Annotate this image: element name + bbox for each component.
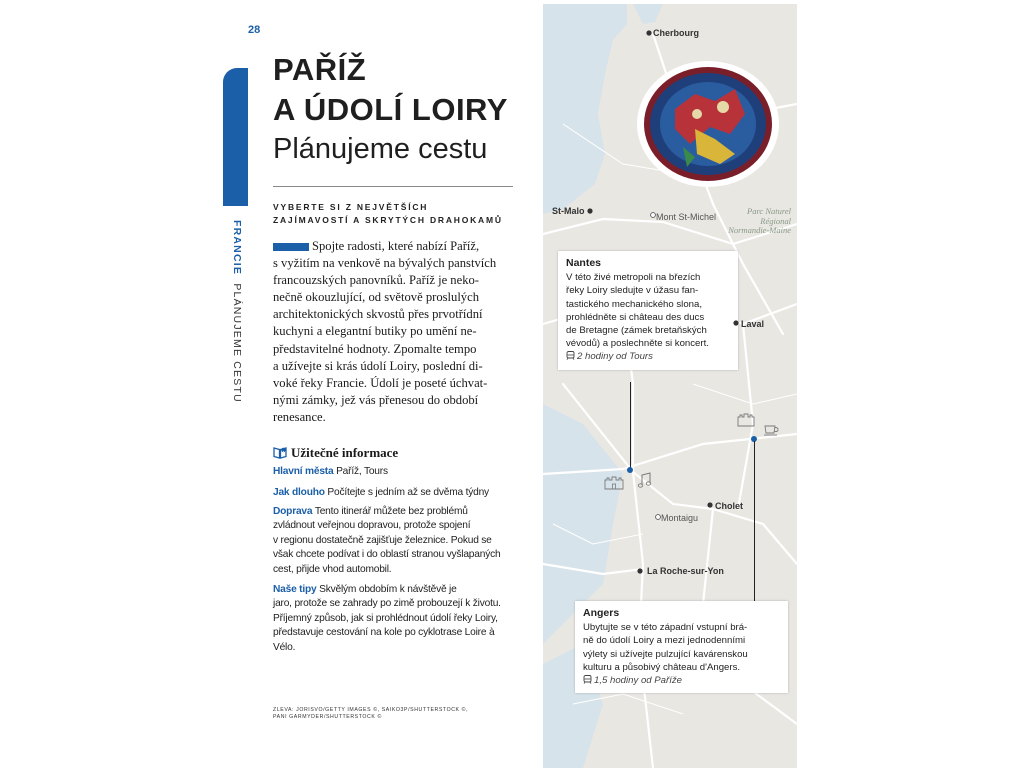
- intro-line: a užívejte si krás údolí Loiry, poslední di-: [273, 358, 483, 373]
- park-line: Parc Naturel: [747, 206, 791, 216]
- angers-card-line: výlety si užívejte pulzující kavárenskou: [583, 648, 748, 660]
- info-text: cest, přijde vhod automobil.: [273, 563, 392, 575]
- side-section: PLÁNUJEME CESTU: [231, 283, 243, 403]
- angers-travel-time: [583, 674, 780, 687]
- city-la-roche-sur-yon: La Roche-sur-Yon: [647, 566, 724, 576]
- music-icon: [637, 471, 653, 489]
- intro-line: renesance.: [273, 409, 326, 424]
- info-text: Skvělým obdobím k návštěvě je: [316, 584, 457, 595]
- cholet-dot: [707, 502, 713, 508]
- train-icon: [583, 675, 592, 684]
- kicker-line: VYBERTE SI Z NEJVĚTŠÍCH: [273, 202, 429, 212]
- nantes-card-line: V této živé metropoli na březích: [566, 272, 701, 284]
- nantes-card: [558, 251, 738, 370]
- page-title-line1: PAŘÍŽ: [273, 52, 367, 87]
- laval-dot: [733, 320, 739, 326]
- intro-line: nečně okouzlující, od světově proslulých: [273, 290, 479, 305]
- park-line: Normandie-Maine: [728, 225, 791, 235]
- nantes-card-line: prohlédněte si château des ducs: [566, 311, 705, 323]
- park-label: [693, 207, 791, 236]
- angers-card: [575, 601, 788, 693]
- sea-area: [543, 4, 627, 214]
- angers-leader-line: [754, 441, 755, 601]
- info-text: Vélo.: [273, 641, 296, 653]
- intro-line: nými zámky, jež vás přenesou do období: [273, 392, 479, 407]
- info-text: zvládnout veřejnou dopravou, protože spojení: [273, 520, 471, 532]
- castle-icon: [736, 412, 756, 427]
- region-map: [543, 4, 797, 768]
- info-text: Příjemný způsob, jak si prohlédnout údolí řeky Loiry,: [273, 612, 498, 624]
- credit-line: ZLEVA: JORISVO/GETTY IMAGES ©, SAIKO3P/SHUTTERSTOCK ©,: [273, 707, 469, 713]
- nantes-card-title: Nantes: [566, 257, 602, 269]
- angers-card-line: kulturu a působivý château d'Angers.: [583, 661, 741, 673]
- info-text: Paříž, Tours: [333, 466, 388, 477]
- park-line: Régional: [760, 215, 791, 226]
- nantes-card-line: vévodů) a poslechněte si koncert.: [566, 338, 709, 350]
- photo-credits: [273, 707, 468, 721]
- intro-line: s vyžitím na venkově na bývalých panstvích: [273, 256, 497, 271]
- intro-line: představitelné hodnoty. Zpomalte tempo: [273, 341, 477, 356]
- city-st-malo: St-Malo: [552, 206, 585, 216]
- intro-line: kuchyni a elegantní butiky po umění ne-: [273, 324, 477, 339]
- intro-line: Spojte radosti, které nabízí Paříž,: [312, 239, 480, 253]
- page-subtitle: Plánujeme cestu: [273, 133, 488, 165]
- city-cherbourg: Cherbourg: [653, 28, 699, 38]
- stained-glass-image: [635, 59, 781, 189]
- intro-line-first: [273, 238, 523, 255]
- nantes-leader-line: [630, 382, 631, 470]
- info-text: představuje cestování na kole po cyklotrase Loire à: [273, 627, 495, 639]
- paragraph-marker: [273, 243, 309, 251]
- coffee-cup-icon: [763, 422, 781, 436]
- angers-card-title: Angers: [583, 607, 620, 619]
- info-text: Počítejte s jedním až se dvěma týdny: [324, 487, 489, 498]
- info-item-cities: [273, 465, 528, 479]
- info-label: Doprava: [273, 506, 313, 517]
- intro-paragraph: [273, 238, 523, 426]
- la-roche-dot: [637, 568, 643, 574]
- info-label: Hlavní města: [273, 466, 334, 477]
- nantes-pin: [627, 467, 633, 473]
- info-text: jaro, protože se zahrady po zimě probouzejí k životu.: [273, 598, 501, 610]
- city-montaigu: Montaigu: [661, 513, 699, 523]
- city-cholet: Cholet: [715, 501, 743, 511]
- book-info-icon: [273, 446, 287, 459]
- side-country: FRANCIE: [231, 220, 243, 276]
- st-malo-dot: [587, 208, 593, 214]
- kicker: [273, 201, 503, 227]
- info-text: však chcete podívat i do oblastí stranou vyšlapaných: [273, 549, 501, 561]
- info-item-duration: [273, 486, 528, 500]
- useful-info-title: Užitečné informace: [291, 445, 399, 460]
- info-text: Tento itinerář můžete bez problémů: [312, 506, 468, 517]
- info-item-tips: [273, 583, 528, 655]
- intro-line: architektonických skvostů přes prvotřídní: [273, 307, 483, 322]
- nantes-card-line: řeky Loiry sledujte v úžasu fan-: [566, 285, 699, 297]
- angers-card-line: ně do údolí Loiry a mezi jednodenními: [583, 635, 746, 647]
- info-text: v regionu dostatečně zajišťuje železnice. Pokud se: [273, 534, 492, 546]
- info-label: Jak dlouho: [273, 487, 325, 498]
- city-mont-st-michel: Mont St-Michel: [656, 212, 717, 222]
- intro-line: voké řeky Francie. Údolí je poseté úchvat-: [273, 375, 488, 390]
- train-icon: [566, 351, 575, 360]
- side-section-label: [231, 220, 243, 403]
- chapter-tab: [223, 68, 248, 206]
- info-label: Naše tipy: [273, 584, 317, 595]
- cherbourg-dot: [646, 30, 652, 36]
- page-title-line2: A ÚDOLÍ LOIRY: [273, 92, 508, 127]
- kicker-line: ZAJÍMAVOSTÍ A SKRYTÝCH DRAHOKAMŮ: [273, 215, 503, 225]
- sea-bay: [633, 4, 663, 24]
- page-number: 28: [248, 24, 261, 36]
- useful-info-heading: [273, 445, 398, 461]
- angers-time-text: 1,5 hodiny od Paříže: [594, 675, 683, 687]
- info-item-transport: [273, 505, 528, 577]
- nantes-card-line: de Bretagne (zámek bretaňských: [566, 325, 707, 337]
- credit-line: PANI GARMYDER/SHUTTERSTOCK ©: [273, 714, 382, 720]
- castle-icon: [603, 474, 625, 490]
- city-laval: Laval: [741, 319, 765, 329]
- intro-line: francouzských panovníků. Paříž je neko-: [273, 273, 479, 288]
- title-divider: [273, 186, 513, 187]
- nantes-travel-time: [566, 350, 730, 363]
- nantes-card-line: tastického mechanického slona,: [566, 298, 702, 310]
- nantes-time-text: 2 hodiny od Tours: [577, 351, 653, 363]
- angers-card-line: Ubytujte se v této západní vstupní brá-: [583, 622, 748, 634]
